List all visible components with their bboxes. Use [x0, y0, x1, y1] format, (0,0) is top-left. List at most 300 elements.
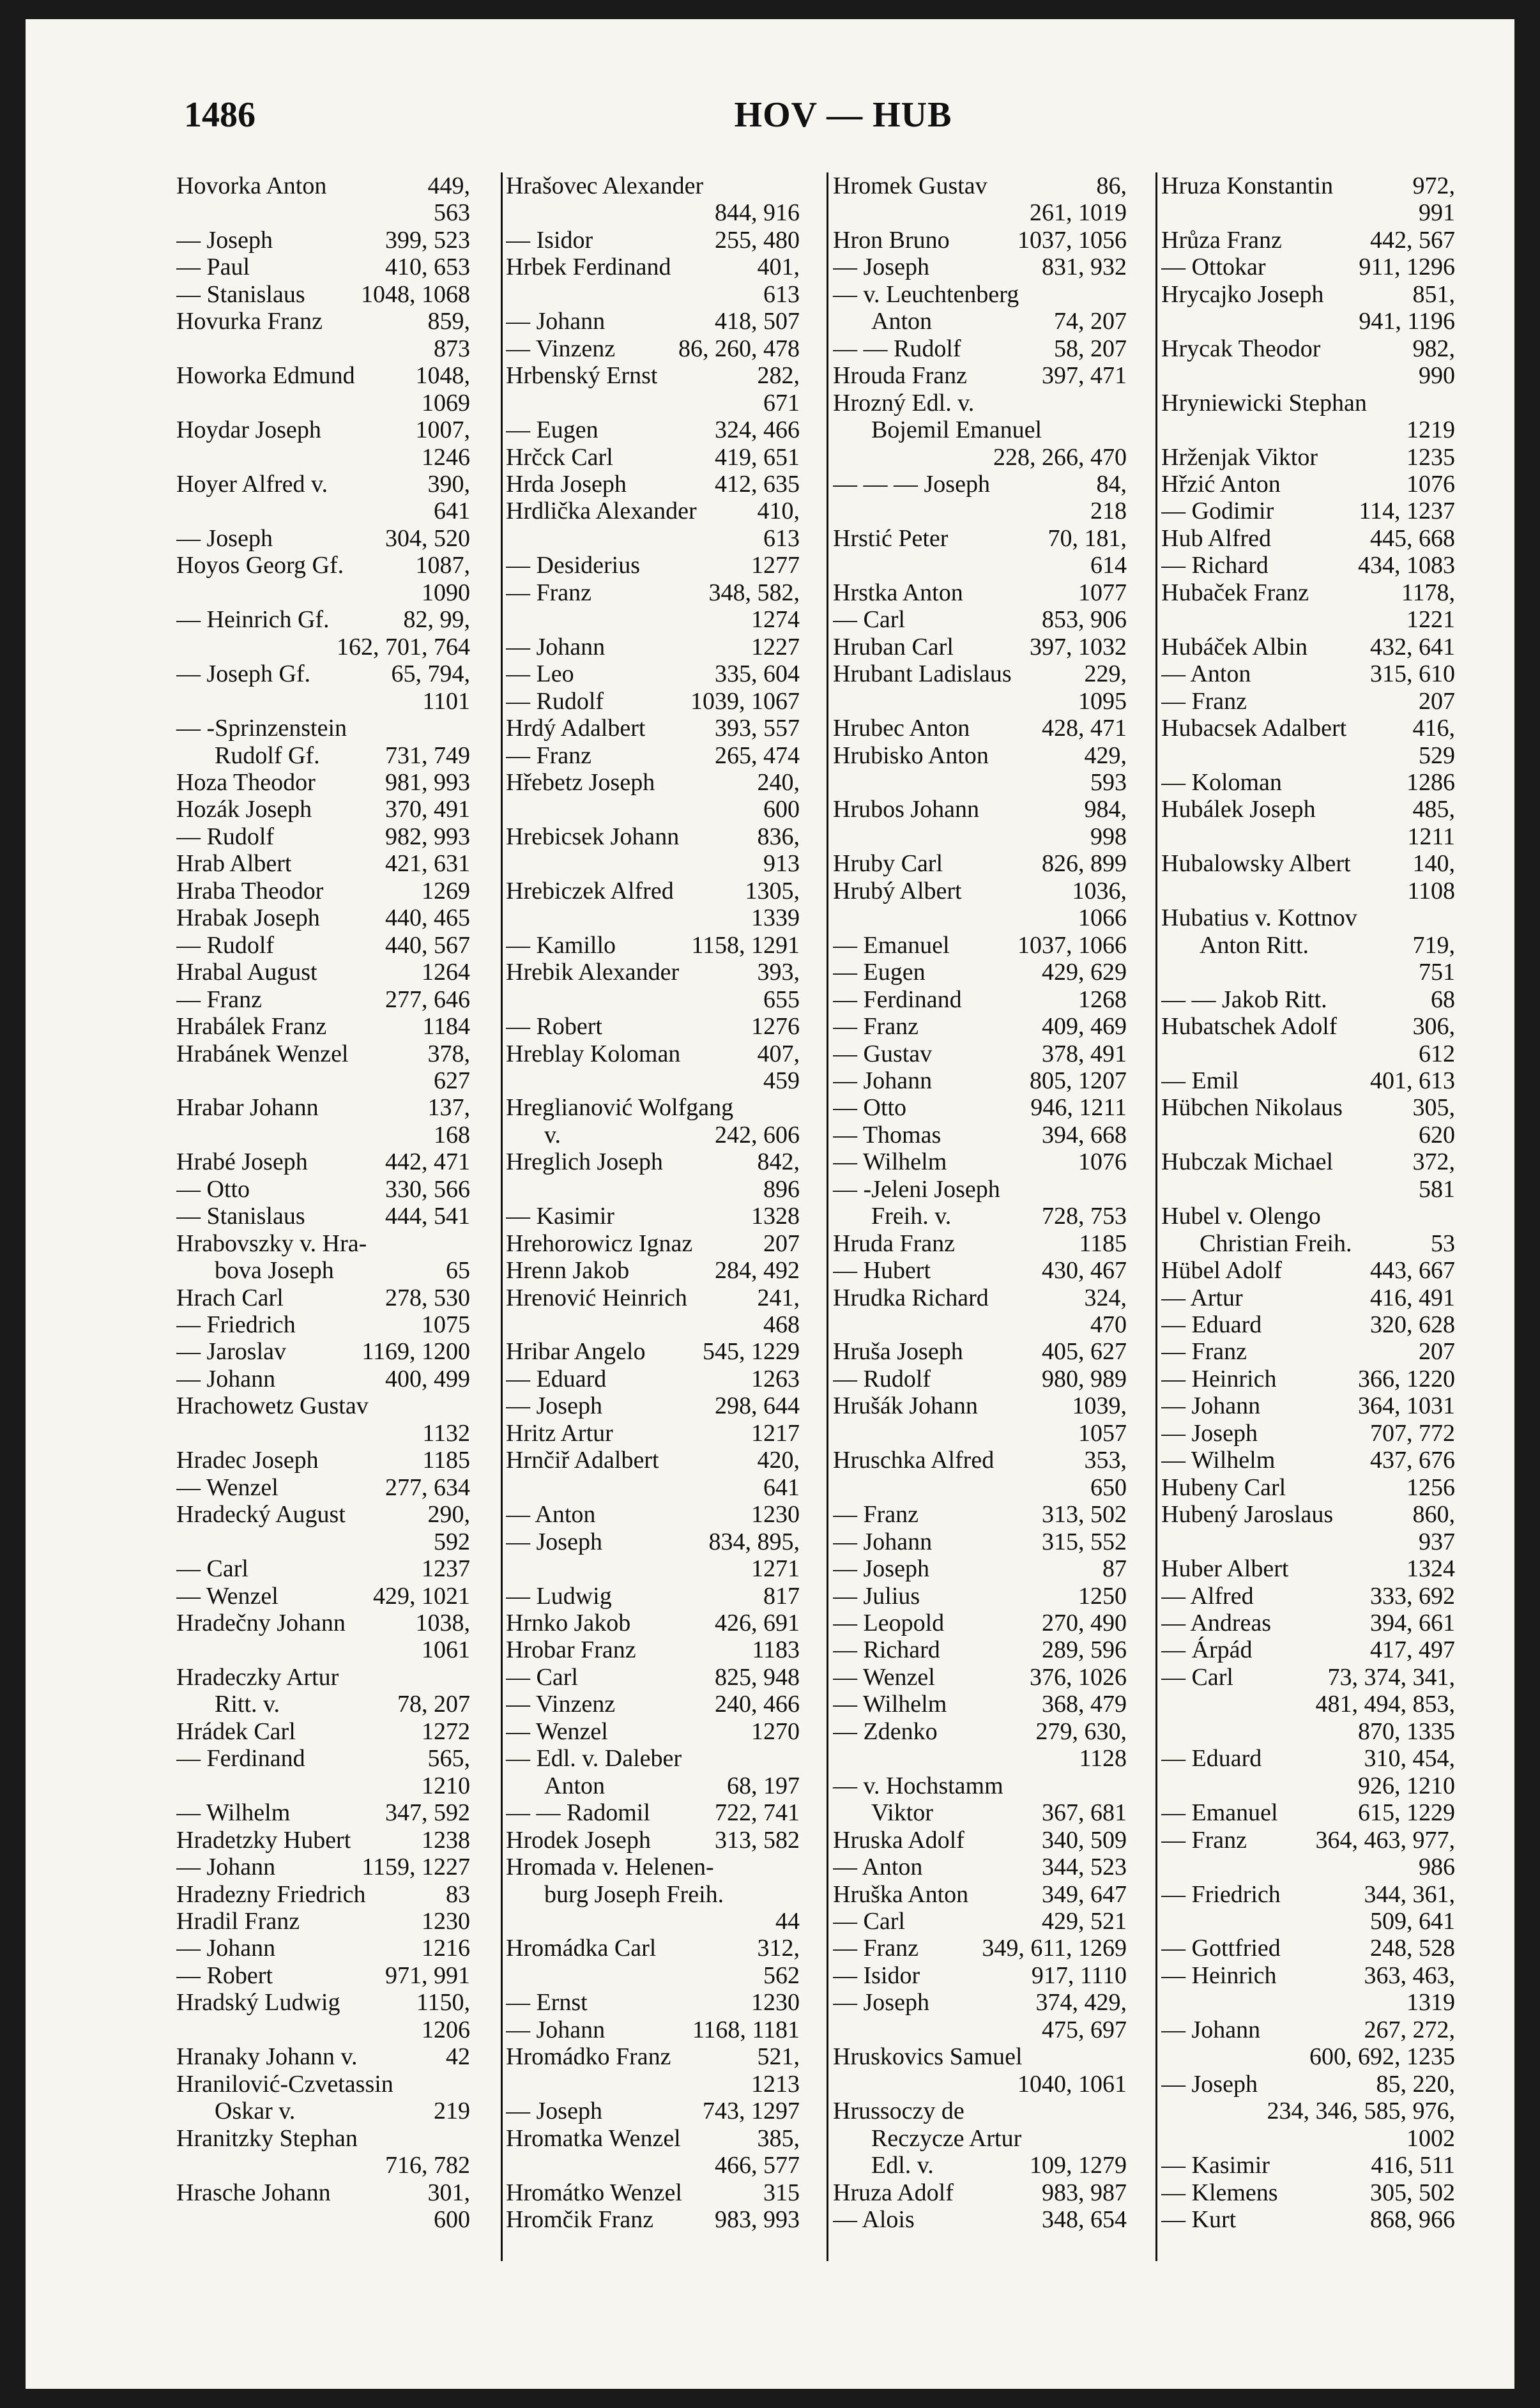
entry-pages: 983, 993: [715, 2206, 800, 2233]
index-entry: [1161, 1366, 1455, 1392]
entry-name: — Franz: [833, 1501, 919, 1528]
entry-pages-continued: 716, 782: [385, 2152, 470, 2179]
index-entry: [1161, 1094, 1455, 1121]
entry-name: Hribar Angelo: [506, 1338, 646, 1366]
entry-pages-continued: 641: [434, 498, 470, 525]
entry-name: Christian Freih.: [1200, 1230, 1352, 1257]
entry-name: Hřebetz Joseph: [506, 768, 655, 796]
entry-pages: 1227: [751, 633, 800, 660]
index-entry: [176, 2043, 470, 2070]
entry-pages-continued: 612: [1419, 1040, 1455, 1067]
entry-name-line: — -Sprinzenstein: [176, 715, 347, 742]
index-entry: [506, 254, 800, 280]
entry-pages: 428, 471: [1042, 715, 1127, 742]
entry-pages-continued: 600, 692, 1235: [1309, 2043, 1455, 2071]
entry-pages: 393,: [757, 959, 800, 986]
entry-name: — — — Joseph: [833, 470, 990, 498]
entry-pages: 68, 197: [727, 1772, 800, 1799]
index-entry: [1161, 1257, 1455, 1284]
entry-pages-continued: 466, 577: [715, 2152, 800, 2179]
entry-pages: 378,: [427, 1040, 470, 1067]
entry-pages-continued: 600: [763, 796, 800, 823]
entry-name: — Desiderius: [506, 552, 641, 579]
entry-pages: 1168, 1181: [692, 2016, 800, 2043]
entry-pages-continued: 751: [1419, 959, 1455, 986]
entry-pages: 366, 1220: [1358, 1365, 1455, 1392]
index-entry: [833, 1040, 1127, 1067]
running-head: HOV — HUB: [734, 95, 952, 135]
entry-name: Hradetzky Hubert: [176, 1826, 351, 1854]
entry-pages: 1269: [422, 877, 470, 904]
entry-pages: 442, 567: [1370, 226, 1455, 254]
entry-name: — Johann: [833, 1067, 933, 1094]
entry-pages: 313, 582: [715, 1826, 800, 1854]
entry-pages: 983, 987: [1042, 2179, 1127, 2206]
index-entry: [833, 227, 1127, 254]
entry-pages-continued: 650: [1090, 1474, 1127, 1501]
entry-pages: 860,: [1412, 1501, 1455, 1528]
column-2: [506, 172, 800, 2233]
entry-pages-continued: 937: [1419, 1528, 1455, 1555]
index-entry: [833, 850, 1127, 877]
entry-pages: 1185: [1079, 1230, 1127, 1257]
entry-pages-continued: 1211: [1407, 823, 1455, 850]
entry-pages: 1216: [422, 1935, 470, 1962]
entry-pages-continued: 873: [434, 335, 470, 362]
entry-pages: 265, 474: [715, 742, 800, 769]
column-4: [1161, 172, 1455, 2233]
entry-pages-continued: 926, 1210: [1358, 1772, 1455, 1799]
index-entry: [176, 471, 470, 498]
entry-name: — Hubert: [833, 1257, 931, 1284]
index-entry: [833, 1935, 1127, 1962]
entry-name: Hovorka Anton: [176, 172, 327, 199]
entry-pages: 83: [446, 1880, 470, 1908]
entry-name: — Paul: [176, 254, 250, 281]
index-entry: [833, 1691, 1127, 1718]
entry-pages: 410, 653: [385, 254, 470, 281]
index-entry: [1161, 471, 1455, 498]
index-entry: [176, 1094, 470, 1121]
entry-pages: 333, 692: [1370, 1582, 1455, 1610]
entry-name: — Gustav: [833, 1040, 933, 1067]
entry-pages-continued: 1090: [422, 579, 470, 606]
index-entry: [176, 1989, 470, 2016]
entry-name: Hromátko Wenzel: [506, 2179, 682, 2206]
entry-name: Hrstić Peter: [833, 524, 949, 552]
index-entry: [176, 1935, 470, 1962]
entry-name: Hrčck Carl: [506, 443, 613, 471]
entry-name: Hrstka Anton: [833, 579, 963, 606]
index-entry: [833, 1528, 1127, 1555]
index-entry: [176, 2098, 470, 2124]
index-entry: [833, 1013, 1127, 1040]
index-entry: [833, 1610, 1127, 1636]
index-entry: [1161, 1067, 1455, 1094]
index-entry: [506, 2098, 800, 2124]
entry-pages: 1264: [422, 959, 470, 986]
index-entry: [833, 1094, 1127, 1121]
entry-name: — Johann: [176, 1365, 276, 1392]
entry-pages: 1238: [422, 1826, 470, 1854]
entry-name: — Wenzel: [176, 1474, 278, 1501]
entry-pages: 219: [434, 2098, 470, 2125]
entry-name: — Joseph: [506, 1392, 602, 1420]
index-entry: [833, 1583, 1127, 1610]
entry-pages: 834, 895,: [708, 1528, 800, 1555]
entry-pages: 982, 993: [385, 823, 470, 850]
entry-pages: 1305,: [745, 877, 800, 904]
entry-pages-continued: 990: [1419, 362, 1455, 390]
index-entry: [506, 335, 800, 362]
entry-pages: 1037, 1056: [1018, 226, 1127, 254]
entry-name: Hrubisko Anton: [833, 742, 989, 769]
index-entry: [833, 1067, 1127, 1094]
entry-name: Hromatka Wenzel: [506, 2124, 681, 2152]
entry-pages: 1263: [751, 1365, 800, 1392]
entry-name: — Julius: [833, 1582, 920, 1610]
entry-pages: 407,: [757, 1040, 800, 1067]
entry-name: — Carl: [833, 1908, 905, 1935]
entry-name: Hradečny Johann: [176, 1610, 346, 1637]
column-1: [176, 172, 470, 2233]
entry-name: — Wilhelm: [1161, 1447, 1276, 1474]
entry-pages: 917, 1110: [1031, 1962, 1127, 1989]
entry-name: Hubeny Carl: [1161, 1474, 1286, 1501]
entry-pages-continued: 896: [763, 1175, 800, 1203]
entry-pages-continued: 1002: [1407, 2124, 1455, 2152]
entry-name: — Leopold: [833, 1610, 945, 1637]
entry-name: — Joseph: [833, 1555, 929, 1583]
index-entry: [1161, 796, 1455, 823]
entry-pages: 207: [763, 1230, 800, 1257]
entry-pages: 73, 374, 341,: [1327, 1663, 1455, 1691]
entry-name: Hrabé Joseph: [176, 1148, 308, 1176]
index-entry: [176, 172, 470, 199]
index-entry: [176, 1257, 470, 1284]
entry-pages: 378, 491: [1042, 1040, 1127, 1067]
entry-pages: 853, 906: [1042, 606, 1127, 634]
index-entry: [1161, 1311, 1455, 1338]
entry-name: — Ferdinand: [833, 986, 962, 1013]
entry-pages: 545, 1229: [703, 1338, 800, 1366]
entry-pages: 521,: [757, 2043, 800, 2071]
column-divider: [1155, 172, 1157, 2261]
entry-name: — Artur: [1161, 1284, 1243, 1311]
index-entry: [176, 769, 470, 796]
entry-pages: 313, 502: [1042, 1501, 1127, 1528]
entry-pages: 429, 521: [1042, 1908, 1127, 1935]
entry-name: Huber Albert: [1161, 1555, 1289, 1583]
index-entry: [1161, 1338, 1455, 1365]
entry-name: Hrodek Joseph: [506, 1826, 651, 1854]
entry-name: Hradecký August: [176, 1501, 346, 1528]
index-entry: [176, 1311, 470, 1338]
entry-name-line: Hranilović-Czvetassin: [176, 2070, 393, 2098]
index-entry: [833, 1827, 1127, 1854]
index-entry: [506, 715, 800, 742]
index-entry: [506, 2043, 800, 2070]
entry-name: Hromádka Carl: [506, 1935, 657, 1962]
entry-pages: 416, 511: [1371, 2152, 1455, 2179]
index-entry: [506, 1040, 800, 1067]
entry-name: — Robert: [176, 1962, 273, 1989]
index-entry: [833, 525, 1127, 552]
index-entry: [833, 1338, 1127, 1365]
index-entry: [1161, 281, 1455, 308]
entry-name: — Franz: [506, 742, 592, 769]
index-entry: [833, 1664, 1127, 1691]
entry-pages: 1048, 1068: [361, 280, 470, 308]
entry-pages-continued: 234, 346, 585, 976,: [1267, 2098, 1455, 2125]
index-entry: [1161, 1013, 1455, 1040]
index-entry: [1161, 1420, 1455, 1447]
entry-pages: 421, 631: [385, 850, 470, 878]
entry-pages: 430, 467: [1042, 1257, 1127, 1284]
index-entry: [1161, 660, 1455, 687]
entry-name-line: Hranitzky Stephan: [176, 2124, 358, 2152]
entry-pages-continued: 641: [763, 1474, 800, 1501]
index-entry: [833, 1392, 1127, 1419]
index-entry: [833, 796, 1127, 823]
entry-name: Hubatschek Adolf: [1161, 1013, 1338, 1040]
entry-name: — Joseph: [1161, 2070, 1258, 2098]
entry-pages: 1169, 1200: [362, 1338, 470, 1366]
entry-pages: 831, 932: [1042, 254, 1127, 281]
entry-name: Hrasche Johann: [176, 2179, 331, 2206]
entry-name: — Godimir: [1161, 498, 1274, 525]
entry-name: — Joseph Gf.: [176, 660, 311, 688]
entry-name: — Wilhelm: [833, 1691, 947, 1718]
entry-pages: 207: [1419, 1338, 1455, 1366]
entry-name: — Emanuel: [1161, 1799, 1278, 1827]
entry-pages: 443, 667: [1370, 1257, 1455, 1284]
entry-name-line: Hrachowetz Gustav: [176, 1392, 369, 1420]
entry-name: Hritz Artur: [506, 1419, 613, 1447]
entry-pages: 65, 794,: [391, 660, 470, 688]
index-entry: [833, 1366, 1127, 1392]
entry-name: — Friedrich: [176, 1311, 296, 1339]
entry-pages-continued: 991: [1419, 199, 1455, 227]
index-entry: [506, 2016, 800, 2043]
entry-name: Hübchen Nikolaus: [1161, 1094, 1343, 1122]
entry-name: Hradezny Friedrich: [176, 1880, 366, 1908]
entry-name: — Árpád: [1161, 1636, 1253, 1664]
entry-name: Hrnčiř Adalbert: [506, 1447, 659, 1474]
entry-pages: 58, 207: [1054, 335, 1127, 362]
index-entry: [176, 1203, 470, 1230]
index-entry: [833, 471, 1127, 498]
entry-pages: 420,: [757, 1447, 800, 1474]
index-entry: [1161, 1230, 1455, 1257]
index-entry: [1161, 715, 1455, 742]
entry-name: — Eduard: [1161, 1311, 1262, 1339]
entry-name: — Joseph: [1161, 1419, 1258, 1447]
entry-pages: 440, 465: [385, 904, 470, 932]
entry-pages: 719,: [1412, 931, 1455, 959]
entry-name: — Franz: [1161, 1826, 1247, 1854]
entry-pages-continued: 1057: [1078, 1419, 1127, 1447]
entry-pages: 1277: [751, 552, 800, 579]
entry-name: Viktor: [871, 1799, 933, 1827]
entry-name: Hruša Joseph: [833, 1338, 963, 1366]
entry-name: Hrůza Franz: [1161, 226, 1282, 254]
entry-name: Hubacsek Adalbert: [1161, 715, 1347, 742]
index-entry: [833, 172, 1127, 199]
entry-pages: 412, 635: [715, 470, 800, 498]
entry-pages-continued: 1128: [1079, 1745, 1127, 1772]
entry-pages: 397, 471: [1042, 362, 1127, 390]
entry-pages: 1039, 1067: [690, 687, 800, 715]
entry-name: — Wenzel: [506, 1718, 608, 1745]
index-entry: [176, 959, 470, 986]
entry-name: Hovurka Franz: [176, 308, 323, 335]
entry-name-line: — Edl. v. Daleber: [506, 1745, 682, 1772]
index-entry: [506, 1501, 800, 1528]
entry-name: — Richard: [1161, 552, 1269, 579]
index-entry: [506, 2125, 800, 2152]
entry-pages: 1217: [751, 1419, 800, 1447]
index-entry: [176, 1338, 470, 1365]
entry-name: Hrabar Johann: [176, 1094, 319, 1122]
entry-pages: 137,: [427, 1094, 470, 1122]
entry-pages-continued: 1040, 1061: [1018, 2070, 1127, 2098]
index-entry: [176, 1501, 470, 1528]
entry-name: — Johann: [506, 2016, 606, 2043]
entry-pages-continued: 1319: [1407, 1989, 1455, 2016]
entry-name: Hreblay Koloman: [506, 1040, 681, 1067]
index-entry: [1161, 1799, 1455, 1826]
entry-pages: 109, 1279: [1030, 2152, 1127, 2179]
entry-pages: 442, 471: [385, 1148, 470, 1176]
index-entry: [506, 1420, 800, 1447]
entry-name: v.: [544, 1121, 561, 1148]
index-entry: [833, 254, 1127, 280]
directory-page: [26, 19, 1514, 2389]
entry-name: — Franz: [833, 1013, 919, 1040]
entry-pages: 397, 1032: [1030, 633, 1127, 660]
entry-pages: 1075: [422, 1311, 470, 1339]
index-entry: [833, 579, 1127, 606]
entry-pages: 298, 644: [715, 1392, 800, 1420]
entry-pages: 368, 479: [1042, 1691, 1127, 1718]
entry-name: Hromek Gustav: [833, 172, 987, 199]
entry-pages: 207: [1419, 687, 1455, 715]
index-entry: [833, 1501, 1127, 1528]
index-entry: [506, 878, 800, 904]
entry-pages: 364, 463, 977,: [1315, 1826, 1455, 1854]
entry-name-line: Reczycze Artur: [871, 2124, 1022, 2152]
entry-pages-continued: 614: [1090, 552, 1127, 579]
index-entry: [506, 688, 800, 715]
entry-name: Hubáček Albin: [1161, 633, 1308, 660]
entry-name: Hromčik Franz: [506, 2206, 654, 2233]
entry-pages: 349, 647: [1042, 1880, 1127, 1908]
entry-name: Oskar v.: [215, 2098, 296, 2125]
entry-name-line: Bojemil Emanuel: [871, 416, 1042, 444]
entry-pages: 429, 629: [1042, 959, 1127, 986]
index-entry: [506, 552, 800, 579]
entry-pages: 728, 753: [1042, 1203, 1127, 1230]
index-entry: [1161, 444, 1455, 471]
index-entry: [833, 1148, 1127, 1175]
entry-name: Anton: [544, 1772, 605, 1799]
index-entry: [833, 1881, 1127, 1908]
entry-pages: 86,: [1096, 172, 1127, 199]
entry-name: — Ernst: [506, 1989, 588, 2016]
entry-name: Edl. v.: [871, 2152, 934, 2179]
index-entry: [176, 1366, 470, 1392]
entry-name: Hron Bruno: [833, 226, 950, 254]
entry-pages: 304, 520: [385, 524, 470, 552]
entry-pages: 301,: [427, 2179, 470, 2206]
entry-name-line: burg Joseph Freih.: [544, 1880, 724, 1908]
entry-pages: 418, 507: [715, 308, 800, 335]
index-entry: [1161, 552, 1455, 579]
index-entry: [176, 742, 470, 769]
index-entry: [506, 1718, 800, 1745]
entry-name: — — Radomil: [506, 1799, 650, 1827]
entry-name: — Johann: [506, 633, 606, 660]
entry-pages: 805, 1207: [1030, 1067, 1127, 1094]
entry-pages: 1328: [751, 1203, 800, 1230]
index-entry: [1161, 986, 1455, 1013]
index-entry: [176, 416, 470, 443]
entry-pages: 1077: [1078, 579, 1127, 606]
entry-name: — Carl: [506, 1663, 578, 1691]
entry-pages: 370, 491: [385, 796, 470, 823]
entry-pages-continued: 1274: [751, 606, 800, 634]
index-entry: [506, 1148, 800, 1175]
entry-pages: 946, 1211: [1030, 1094, 1127, 1122]
entry-pages: 399, 523: [385, 226, 470, 254]
entry-name: — Gottfried: [1161, 1935, 1281, 1962]
index-entry: [506, 1447, 800, 1474]
entry-name: Hrycak Theodor: [1161, 335, 1321, 362]
entry-name: — Anton: [506, 1501, 596, 1528]
entry-pages: 367, 681: [1042, 1799, 1127, 1827]
index-entry: [833, 660, 1127, 687]
entry-pages: 1036,: [1072, 877, 1127, 904]
entry-name: — Jaroslav: [176, 1338, 287, 1366]
entry-name: Hub Alfred: [1161, 524, 1272, 552]
entry-name: — Joseph: [506, 1528, 602, 1555]
entry-pages: 1076: [1078, 1148, 1127, 1176]
index-entry: [833, 1989, 1127, 2016]
entry-pages-continued: 44: [775, 1908, 800, 1935]
index-entry: [833, 959, 1127, 986]
index-entry: [1161, 2179, 1455, 2206]
entry-pages: 429,: [1084, 742, 1127, 769]
entry-pages: 981, 993: [385, 768, 470, 796]
index-entry: [1161, 1555, 1455, 1582]
entry-pages: 1150,: [416, 1989, 470, 2016]
entry-name: — Rudolf: [176, 823, 275, 850]
index-entry: [176, 1447, 470, 1474]
entry-name: — Emanuel: [833, 931, 950, 959]
entry-pages: 707, 772: [1370, 1419, 1455, 1447]
entry-name: — Eduard: [506, 1365, 607, 1392]
entry-pages-continued: 1271: [751, 1555, 800, 1583]
entry-name: — Anton: [833, 1854, 923, 1881]
entry-name: Hrouda Franz: [833, 362, 967, 390]
entry-name: — Stanislaus: [176, 280, 305, 308]
entry-name: — Alois: [833, 2206, 915, 2233]
entry-pages: 353,: [1084, 1447, 1127, 1474]
entry-pages-continued: 593: [1090, 768, 1127, 796]
column-divider: [501, 172, 503, 2261]
entry-pages: 437, 676: [1370, 1447, 1455, 1474]
